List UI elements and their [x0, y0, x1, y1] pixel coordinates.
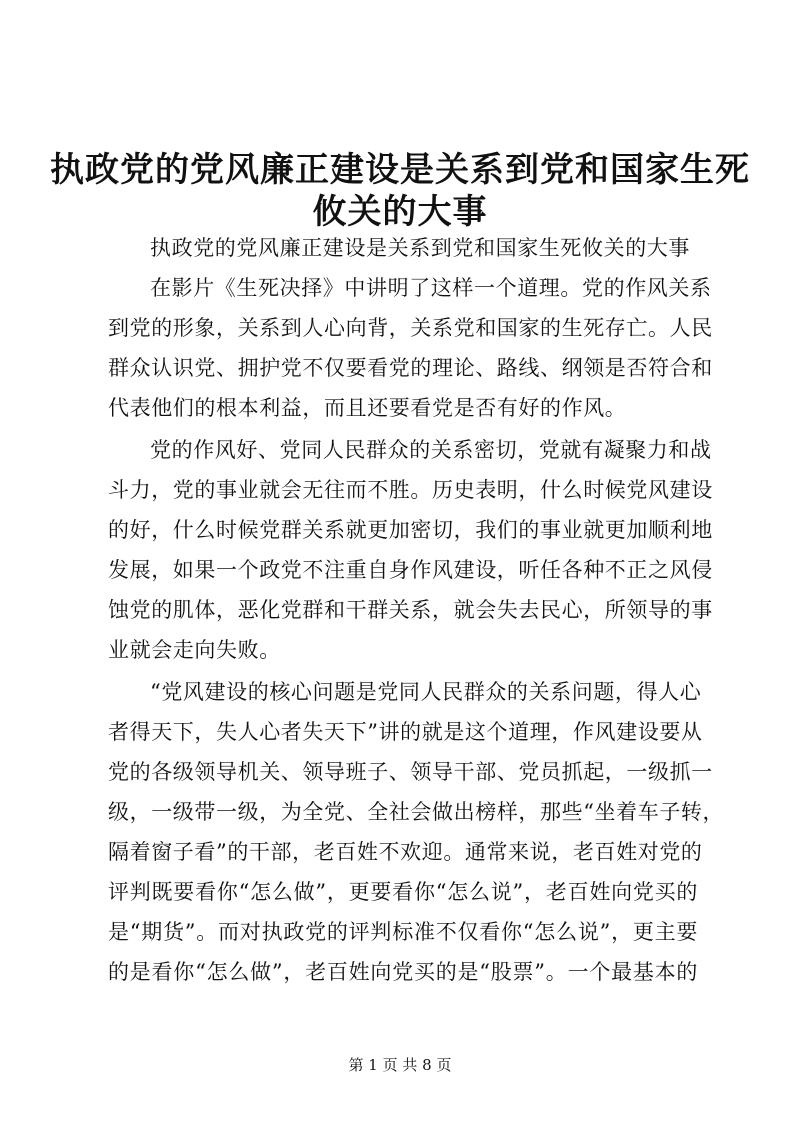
paragraph-line: 业就会走向失败。 [108, 638, 281, 662]
paragraph-line: 发展，如果一个政党不注重自身作风建设，听任各种不正之风侵 [108, 558, 713, 582]
paragraph-line: 斗力，党的事业就会无往而不胜。历史表明，什么时候党风建设 [108, 478, 713, 502]
subtitle: 执政党的党风廉正建设是关系到党和国家生死攸关的大事 [150, 236, 690, 260]
paragraph-line: 党的作风好、党同人民群众的关系密切，党就有凝聚力和战 [150, 438, 712, 462]
paragraph-line: 的好，什么时候党群关系就更加密切，我们的事业就更加顺利地 [108, 518, 713, 542]
paragraph-line: 者得天下，失人心者失天下”讲的就是这个道理，作风建设要从 [108, 720, 703, 744]
document-title-line-2: 攸关的大事 [312, 192, 488, 232]
paragraph-line: 在影片《生死决择》中讲明了这样一个道理。党的作风关系 [150, 276, 712, 300]
page-footer: 第 1 页 共 8 页 [348, 1056, 452, 1074]
paragraph-line: “党风建设的核心问题是党同人民群众的关系问题，得人心 [150, 680, 702, 704]
paragraph-line: 隔着窗子看”的干部，老百姓不欢迎。通常来说，老百姓对党的 [108, 840, 703, 864]
paragraph-line: 的是看你“怎么做”，老百姓向党买的是“股票”。一个最基本的 [108, 960, 698, 984]
paragraph-line: 是“期货”。而对执政党的评判标准不仅看你“怎么说”，更主要 [108, 920, 698, 944]
paragraph-line: 级，一级带一级，为全党、全社会做出榜样，那些“坐着车子转， [108, 800, 725, 824]
document-title-line-1: 执政党的党风廉正建设是关系到党和国家生死 [50, 150, 750, 190]
paragraph-line: 评判既要看你“怎么做”，更要看你“怎么说”，老百姓向党买的 [108, 880, 698, 904]
paragraph-line: 群众认识党、拥护党不仅要看党的理论、路线、纲领是否符合和 [108, 356, 713, 380]
paragraph-line: 到党的形象，关系到人心向背，关系党和国家的生死存亡。人民 [108, 316, 713, 340]
paragraph-line: 党的各级领导机关、领导班子、领导干部、党员抓起，一级抓一 [108, 760, 713, 784]
paragraph-line: 蚀党的肌体，恶化党群和干群关系，就会失去民心，所领导的事 [108, 598, 713, 622]
paragraph-line: 代表他们的根本利益，而且还要看党是否有好的作风。 [108, 396, 627, 420]
